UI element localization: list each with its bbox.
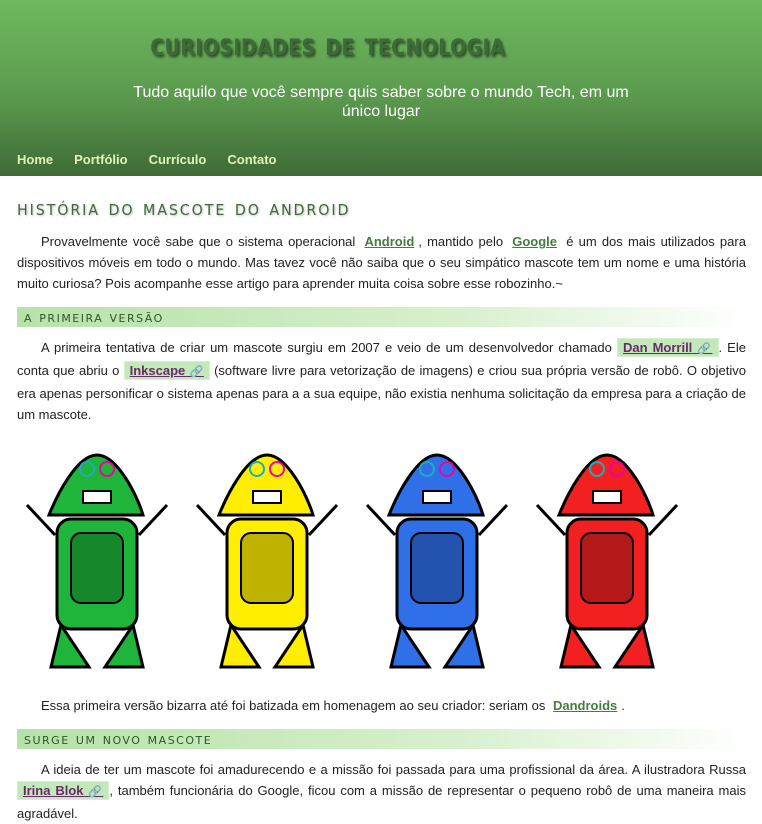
link-icon: 🔗 — [697, 343, 713, 355]
green-dandroid — [27, 455, 167, 667]
site-title: curiosidades de tecnologia — [150, 27, 506, 63]
intro-text-1: Provavelmente você sabe que o sistema operacional — [41, 234, 356, 249]
nav-contato-link[interactable]: Contato — [227, 152, 277, 167]
section1-paragraph — [17, 337, 746, 425]
article-title: história do mascote do android — [17, 196, 351, 221]
red-dandroid — [537, 455, 677, 667]
inkscape-label: Inkscape — [129, 363, 186, 378]
site-header — [0, 0, 762, 176]
figure-caption — [17, 695, 746, 716]
blue-dandroid — [367, 455, 507, 667]
android-link[interactable]: Android — [364, 234, 415, 249]
nav-home-link[interactable]: Home — [17, 152, 54, 167]
section2-text-1: A ideia de ter um mascote foi amadurecendo e a missão foi passada para uma profissional da área. A ilustradora Russa — [41, 762, 746, 777]
section2-paragraph — [17, 759, 746, 824]
site-tagline: Tudo aquilo que você sempre quis saber sobre o mundo Tech, em um único lugar — [133, 84, 629, 120]
google-link[interactable]: Google — [512, 234, 558, 249]
intro-text-3: é um dos mais utilizados para dispositivos móveis em todo o mundo. Mas tavez você não saiba que o seu simpático mascote tem um nome e uma história muito curiosa? Pois acompanhe esse artigo para aprender muita coisa sobre esse robozinho.~ — [17, 234, 746, 291]
section2-text-2: , também funcionária do Google, ficou com a missão de representar o pequeno robô de uma maneira mais agradável. — [17, 783, 746, 821]
section1-text-1: A primeira tentativa de criar um mascote surgiu em 2007 e veio de um desenvolvedor chamado — [41, 340, 612, 355]
link-icon: 🔗 — [189, 366, 204, 378]
section1-text-3: (software livre para vetorização de imagens) e criou sua própria versão de robô. O objetivo era apenas personificar o sistema apenas para a a sua equipe, não existia nenhuma solicitação da empresa para a criação de um mascote. — [17, 363, 746, 422]
yellow-dandroid — [197, 455, 337, 667]
dan-morrill-link[interactable] — [617, 338, 719, 357]
intro-text-2: , mantido pelo — [418, 234, 504, 249]
section-heading-novo-mascote: surge um novo mascote — [17, 729, 746, 749]
intro-paragraph — [17, 231, 746, 294]
dandroids-illustration — [17, 445, 746, 677]
caption-text-2: . — [621, 698, 625, 713]
dandroids-link[interactable]: Dandroids — [552, 698, 618, 713]
section-heading-primeira-versao: a primeira versão — [17, 307, 746, 327]
dan-morrill-label: Dan Morrill — [622, 340, 693, 355]
nav-curriculo-link[interactable]: Currículo — [148, 152, 207, 167]
article — [0, 196, 762, 824]
nav-portfolio-link[interactable]: Portfólio — [74, 152, 128, 167]
section1-text-2: . Ele conta que abriu o — [17, 340, 746, 378]
irina-blok-label: Irina Blok — [23, 783, 84, 798]
link-icon: 🔗 — [88, 786, 104, 798]
main-nav — [17, 152, 297, 167]
inkscape-link[interactable] — [124, 361, 210, 380]
caption-text-1: Essa primeira versão bizarra até foi batizada em homenagem ao seu criador: seriam os — [41, 698, 546, 713]
irina-blok-link[interactable] — [17, 781, 109, 800]
